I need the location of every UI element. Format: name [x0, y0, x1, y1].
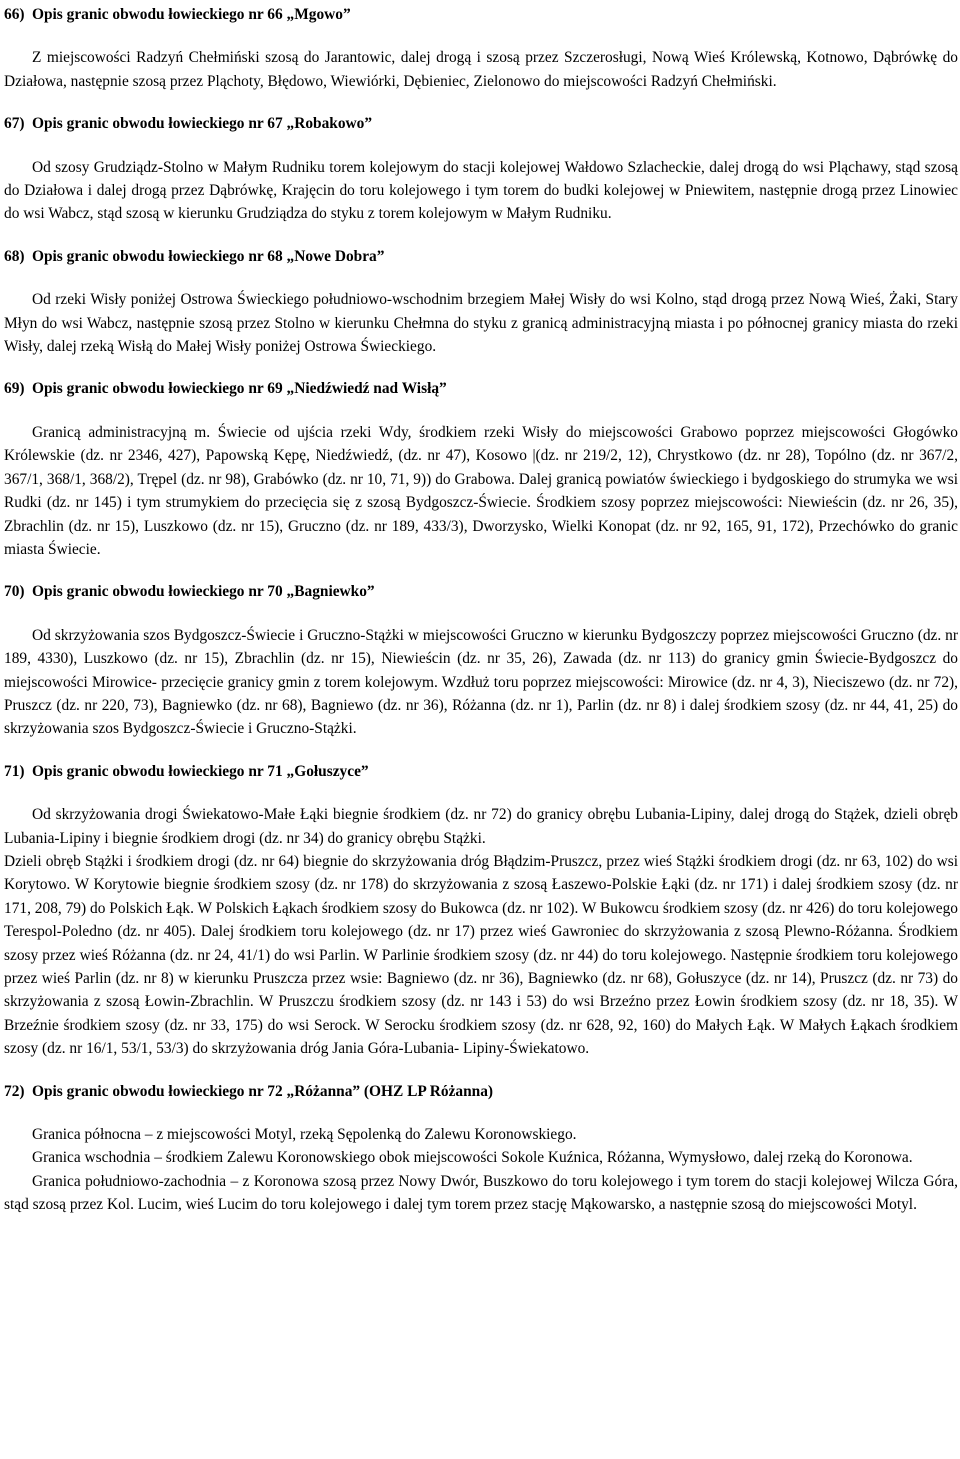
section-title: Opis granic obwodu łowieckiego nr 67 „Robakowo” — [32, 115, 373, 133]
section-title: Opis granic obwodu łowieckiego nr 69 „Niedźwiedź nad Wisłą” — [32, 380, 447, 398]
section-72 — [4, 1080, 958, 1217]
section-67 — [4, 112, 958, 226]
section-68 — [4, 245, 958, 359]
section-66 — [4, 3, 958, 93]
section-69 — [4, 377, 958, 561]
section-paragraph: Granica południowo-zachodnia – z Koronowa szosą przez Nowy Dwór, Buszkowo do toru kolejowego i tym torem do stacji kolejowej Wilcza Góra, stąd szosą przez Kol. Lucim, wieś Lucim do toru kolejowego i dalej tym torem przez stację Mąkowarsko, a następnie szosą do miejscowości Motyl. — [4, 1172, 958, 1214]
section-title: Opis granic obwodu łowieckiego nr 66 „Mgowo” — [32, 6, 351, 23]
section-heading — [4, 112, 958, 135]
section-heading — [4, 1080, 958, 1103]
section-heading — [4, 760, 958, 783]
section-title: Opis granic obwodu łowieckiego nr 72 „Różanna” (OHZ LP Różanna) — [32, 1082, 494, 1100]
section-paragraph: Granica wschodnia – środkiem Zalewu Koronowskiego obok miejscowości Sokole Kuźnica, Różanna, Wymysłowo, dalej rzeką do Koronowa. — [32, 1149, 913, 1167]
section-title: Opis granic obwodu łowieckiego nr 71 „Gołuszyce” — [32, 762, 369, 780]
section-paragraph: Od skrzyżowania drogi Świekatowo-Małe Łąki biegnie środkiem (dz. nr 72) do granicy obrębu Lubania-Lipiny, dalej drogą do Stążek, dzieli obręb Lubania-Lipiny i biegnie środkiem drogi (dz. nr 34) do granicy obrębu Stążki. — [4, 806, 958, 847]
section-heading — [4, 245, 958, 268]
section-paragraph: Od skrzyżowania szos Bydgoszcz-Świecie i Gruczno-Stążki w miejscowości Gruczno w kierunku Bydgoszczy poprzez miejscowości Gruczno (dz. nr 189, 4330), Luszkowo (dz. nr 15), Zbrachlin (dz. nr 15), Niewieścin (dz. nr 35, 26), Zawada (dz. nr 113) do granicy gmin Świecie-Bydgoszcz do miejscowości Mirowice- przecięcie granicy gmin z torem kolejowym. Wzdłuż toru poprzez miejscowości: Mirowice (dz. nr 4, 3), Nieciszewo (dz. nr 72), Pruszcz (dz. nr 220, 73), Bagniewko (dz. nr 68), Bagniewo (dz. nr 36), Różanna (dz. nr 1), Parlin (dz. nr 8) i dalej środkiem szosy (dz. nr 44, 41, 25) do skrzyżowania szos Bydgoszcz-Świecie i Gruczno-Stążki. — [4, 626, 958, 738]
section-paragraph: Dzieli obręb Stążki i środkiem drogi (dz. nr 64) biegnie do skrzyżowania dróg Błądzim-Pruszcz, przez wieś Stążki środkiem drogi (dz. nr 63, 102) do wsi Korytowo. W Korytowie biegnie środkiem szosy (dz. nr 178) do skrzyżowania z szosą Łaszewo-Polskie Łąki (dz. nr 171) i dalej środkiem szosy (dz. nr 171, 208, 79) do Polskich Łąk. W Polskich Łąkach środkiem szosy do Bukowca (dz. nr 102). W Bukowcu środkiem szosy (dz. nr 426) do toru kolejowego Terespol-Poledno (dz. nr 405). Dalej środkiem toru kolejowego (dz. nr 17) przez wieś Gawroniec do skrzyżowania z szosą Plewno-Różanna. Środkiem szosy przez wieś Różanna (dz. nr 24, 41/1) do wsi Parlin. W Parlinie środkiem szosy (dz. nr 44) do toru kolejowego. Następnie środkiem toru kolejowego przez wieś Parlin (dz. nr 8) w kierunku Pruszcza przez wsie: Bagniewo (dz. nr 36), Bagniewko (dz. nr 68), Gołuszyce (dz. nr 14), Pruszcz (dz. nr 73) do skrzyżowania z szosą Łowin-Zbrachlin. W Pruszczu środkiem szosy (dz. nr 143 i 53) do wsi Brzeźno przez Łowin środkiem szosy (dz. nr 18, 35). W Brzeźnie środkiem szosy (dz. nr 33, 175) do wsi Serock. W Serocku środkiem szosy (dz. nr 628, 92, 160) do Małych Łąk. W Małych Łąkach środkiem szosy (dz. nr 16/1, 53/1, 53/3) do skrzyżowania dróg Jania Góra-Lubania- Lipiny-Świekatowo. — [4, 852, 958, 1058]
section-paragraph: Granicą administracyjną m. Świecie od ujścia rzeki Wdy, środkiem rzeki Wisły do miejscowości Grabowo poprzez miejscowości Głogówko Królewskie (dz. nr 2346, 427), Papowską Kępę, Niedźwiedź, (dz. nr 47), Kosowo |(dz. nr 219/2, 12), Chrystkowo (dz. nr 28), Topólno (dz. nr 367/2, 367/1, 368/1, 368/2), Trępel (dz. nr 98), Grabówko (dz. nr 10, 71, 9)) do Grabowa. Dalej granicą powiatów świeckiego i bydgoskiego do strumyka we wsi Rudki (dz. nr 145) i tym strumykiem do przecięcia się z szosą Bydgoszcz-Świecie. Środkiem szosy poprzez miejscowości: Niewieścin (dz. nr 26, 35), Zbrachlin (dz. nr 15), Luszkowo (dz. nr 15), Gruczno (dz. nr 189, 433/3), Dworzysko, Wielki Konopat (dz. nr 92, 165, 91, 172), Przechówko do granic miasta Świecie. — [4, 423, 958, 558]
section-number: 69) — [4, 380, 25, 398]
section-paragraph: Od szosy Grudziądz-Stolno w Małym Rudniku torem kolejowym do stacji kolejowej Wałdowo Szlacheckie, dalej drogą do wsi Pląchawy, stąd szosą do Działowa i dalej drogą przez Dąbrówkę, Krajęcin do toru kolejowego i tym torem do budki kolejowej w Pniewitem, następnie drogą przez Linowiec do wsi Wabcz, stąd szosą w kierunku Grudziądza do styku z torem kolejowym w Małym Rudniku. — [4, 158, 958, 223]
section-heading — [4, 3, 958, 26]
section-title: Opis granic obwodu łowieckiego nr 68 „Nowe Dobra” — [32, 247, 385, 265]
section-number: 66) — [4, 6, 25, 23]
section-number: 68) — [4, 247, 25, 265]
section-paragraph: Z miejscowości Radzyń Chełmiński szosą do Jarantowic, dalej drogą i szosą przez Szczerosługi, Nową Wieś Królewską, Kotnowo, Dąbrówkę do Działowa, następnie szosą przez Pląchoty, Błędowo, Wiewiórki, Dębieniec, Zielonowo do miejscowości Radzyń Chełmiński. — [4, 49, 958, 90]
section-number: 67) — [4, 115, 25, 133]
section-heading — [4, 377, 958, 400]
section-number: 71) — [4, 762, 25, 780]
section-heading — [4, 580, 958, 603]
section-paragraph: Granica północna – z miejscowości Motyl, rzeką Sępolenką do Zalewu Koronowskiego. — [32, 1126, 577, 1144]
section-71 — [4, 760, 958, 1061]
section-number: 70) — [4, 583, 25, 601]
section-70 — [4, 580, 958, 740]
section-title: Opis granic obwodu łowieckiego nr 70 „Bagniewko” — [32, 583, 375, 601]
section-number: 72) — [4, 1082, 25, 1100]
section-paragraph: Od rzeki Wisły poniżej Ostrowa Świeckiego południowo-wschodnim brzegiem Małej Wisły do wsi Kolno, stąd drogą przez Nową Wieś, Żaki, Stary Młyn do wsi Wabcz, następnie szosą przez Stolno w kierunku Chełmna do styku z granicą administracyjną miasta i po północnej granicy miasta do rzeki Wisły, dalej rzeką Wisłą do Małej Wisły poniżej Ostrowa Świeckiego. — [4, 291, 958, 356]
